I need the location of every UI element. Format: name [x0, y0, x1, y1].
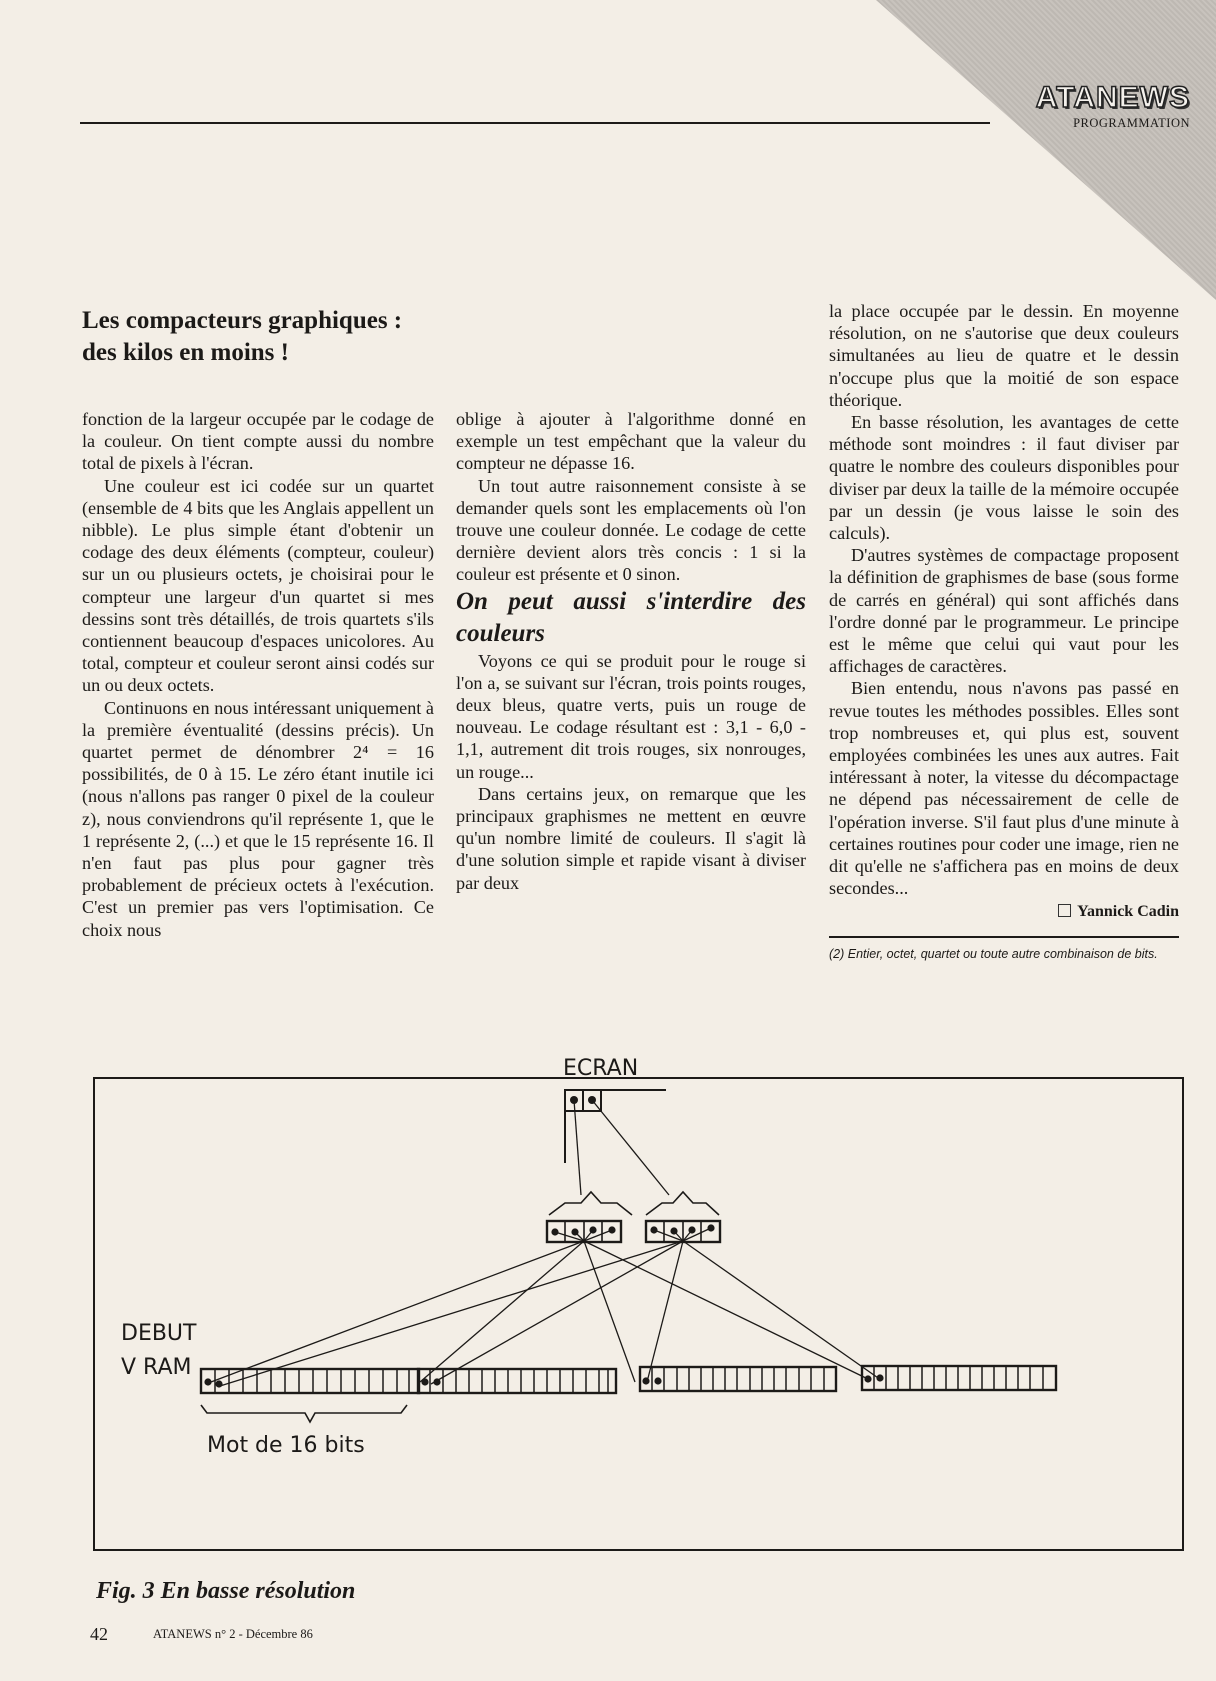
brand-logo: ATANEWS: [1035, 81, 1190, 114]
paragraph: Dans certains jeux, on remarque que les principaux graphismes ne mettent en œuvre qu'un nombre limité de couleurs. Il s'agit là d'une solution simple et rapide visant à diviser par deux: [456, 783, 806, 893]
paragraph: Bien entendu, nous n'avons pas passé en revue toutes les méthodes possibles. Elles sont trop nombreuses et, qui plus est, souvent employées combinées les unes aux autres. Fait intéressant à noter, la vitesse du décompactage ne dépend pas nécessairement de celle de l'opération inverse. S'il faut plus d'une minute à certaines routines pour coder une image, rien ne dit qu'elle ne s'affichera pas en moins de deux secondes...: [829, 678, 1179, 899]
author-signature: [829, 901, 1179, 923]
screen-label: ECRAN: [563, 1056, 639, 1081]
paragraph: fonction de la largeur occupée par le codage de la couleur. On tient compte aussi du nombre total de pixels à l'écran.: [82, 409, 434, 474]
footnote: (2) Entier, octet, quartet ou toute autre combinaison de bits.: [829, 946, 1158, 961]
title-line-2: des kilos en moins !: [82, 339, 289, 366]
paragraph: Voyons ce qui se produit pour le rouge si l'on a, se suivant sur l'écran, trois points rouges, deux bleus, quatre verts, puis un rouge de nouveau. Le codage résultant est : 3,1 - 6,0 - 1,1, autrement dit trois rouges, six nonrouges, un rouge...: [456, 650, 806, 782]
figure-diagram: [93, 1056, 1184, 1551]
vram-label-line1: DEBUT: [121, 1321, 197, 1346]
paragraph: oblige à ajouter à l'algorithme donné en exemple un test empêchant que la valeur du compteur ne dépasse 16.: [456, 409, 806, 474]
column-2: [456, 408, 806, 894]
paragraph: Un tout autre raisonnement consiste à se demander quels sont les emplacements où l'on trouve une couleur donnée. Le codage de cette dernière devient alors très concis : 1 si la couleur est présente et 0 sinon.: [456, 475, 806, 585]
paragraph: la place occupée par le dessin. En moyenne résolution, on ne s'autorise que deux couleurs simultanées au lieu de quatre et le dessin n'occupe plus que la moitié de son espace théorique.: [829, 301, 1179, 410]
corner-banner: [876, 0, 1216, 300]
article-title: [82, 305, 462, 369]
vram-label-line2: V RAM: [121, 1355, 192, 1380]
paragraph: D'autres systèmes de compactage proposent la définition de graphismes de base (sous forme de carrés en général) qui sont affichés dans l'ordre donné par le programmeur. Le principe est le même que celui qui vaut pour les affichages de caractères.: [829, 545, 1179, 677]
column-1: [82, 408, 434, 941]
title-line-1: Les compacteurs graphiques :: [82, 307, 403, 334]
footnote-rule: [829, 936, 1179, 938]
issue-info: ATANEWS n° 2 - Décembre 86: [153, 1627, 313, 1641]
page-number: 42: [90, 1624, 108, 1644]
figure-caption: Fig. 3 En basse résolution: [96, 1578, 356, 1604]
paragraph: Une couleur est ici codée sur un quartet (ensemble de 4 bits que les Anglais appellent un nibble). Le plus simple étant d'obtenir un codage des deux éléments (compteur, couleur) sur un ou plusieurs octets, je choisirai pour le compteur une largeur d'un quartet si mes dessins sont très détaillés, de trois quartets s'ils contiennent beaucoup d'espaces unicolores. Au total, compteur et couleur seront ainsi codés sur un ou deux octets.: [82, 475, 434, 696]
header-rule: [80, 122, 990, 124]
author-name: Yannick Cadin: [1077, 903, 1179, 921]
subheading: On peut aussi s'interdire des couleurs: [456, 587, 806, 647]
column-3: [829, 300, 1179, 963]
word-label: Mot de 16 bits: [207, 1433, 365, 1458]
vram-diagram: [95, 1056, 1186, 1553]
magazine-brand: [1036, 82, 1190, 131]
paragraph: En basse résolution, les avantages de cette méthode sont moindres : il faut diviser par quatre le nombre des couleurs disponibles pour diviser par deux la taille de la mémoire occupée par un dessin (je vous laisse le soin des calculs).: [829, 412, 1179, 544]
paragraph: Continuons en nous intéressant uniquement à la première éventualité (dessins précis). Un quartet permet de dénombrer 2⁴ = 16 possibilités, de 0 à 15. Le zéro étant inutile ici (nous n'allons pas ranger 0 pixel de la couleur z), nous conviendrons qu'il représente 1, que le 1 représente 2, (...) et que le 15 représente 16. Il n'en faut pas plus pour gagner très probablement de précieux octets à l'exécution. C'est un premier pas vers l'optimisation. Ce choix nous: [82, 697, 434, 940]
end-mark-icon: [1058, 904, 1071, 917]
section-label: PROGRAMMATION: [1073, 116, 1190, 130]
